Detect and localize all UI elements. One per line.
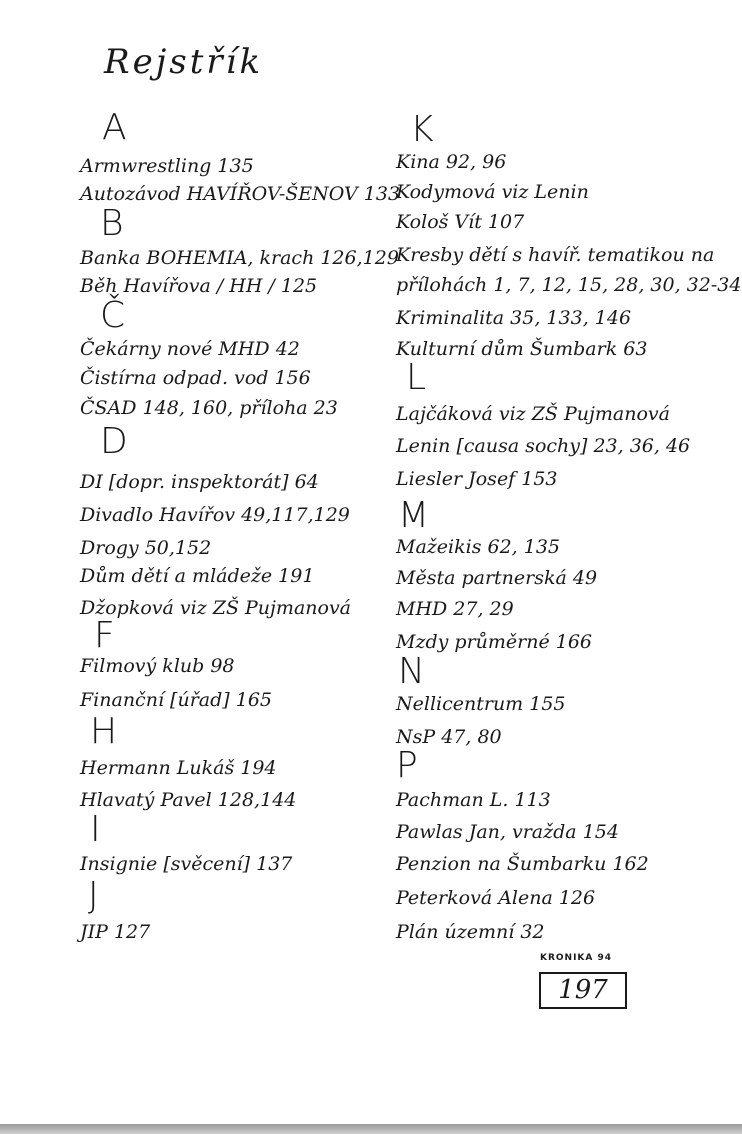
index-entry: Kriminalita 35, 133, 146 [396, 307, 632, 329]
section-letter-i: I [90, 809, 101, 850]
index-entry: Penzion na Šumbarku 162 [396, 853, 649, 875]
section-letter-k: K [410, 109, 434, 150]
section-letter-j: J [88, 875, 99, 916]
index-title: Rejstřík [104, 42, 264, 82]
index-entry: ČSAD 148, 160, příloha 23 [80, 397, 338, 419]
index-entry: Kresby dětí s havíř. tematikou na [396, 244, 715, 266]
section-letter-d: D [100, 421, 128, 462]
index-entry: Kulturní dům Šumbark 63 [396, 338, 648, 360]
index-entry: DI [dopr. inspektorát] 64 [80, 471, 319, 493]
index-entry: Kina 92, 96 [396, 151, 507, 173]
index-entry: Lajčáková viz ZŠ Pujmanová [396, 403, 670, 425]
index-entry: Pawlas Jan, vražda 154 [396, 821, 619, 843]
index-entry: Lenin [causa sochy] 23, 36, 46 [396, 435, 691, 457]
index-entry: Banka BOHEMIA, krach 126,129 [80, 247, 399, 269]
index-entry: Běh Havířova / HH / 125 [80, 275, 318, 297]
index-entry: Kodymová viz Lenin [396, 181, 589, 203]
index-entry: Hermann Lukáš 194 [80, 757, 277, 779]
index-entry: JIP 127 [80, 921, 151, 943]
index-entry: Města partnerská 49 [396, 567, 598, 589]
index-entry: Džopková viz ZŠ Pujmanová [80, 597, 352, 619]
index-entry: Kološ Vít 107 [396, 211, 525, 233]
index-entry: MHD 27, 29 [396, 598, 514, 620]
index-entry: Liesler Josef 153 [396, 468, 558, 490]
index-entry: Autozávod HAVÍŘOV-ŠENOV 133 [80, 183, 401, 205]
section-letter-a: A [102, 107, 127, 148]
index-entry: NsP 47, 80 [396, 726, 502, 748]
index-entry: přílohách 1, 7, 12, 15, 28, 30, 32-34 [396, 274, 742, 296]
index-entry: Mzdy průměrné 166 [396, 631, 593, 653]
index-entry: Nellicentrum 155 [396, 693, 566, 715]
section-letter-n: N [398, 651, 425, 692]
section-letter-m: M [398, 495, 430, 536]
section-letter-c-caron: Č [100, 295, 126, 336]
section-letter-p: P [396, 745, 418, 786]
index-entry: Finanční [úřad] 165 [80, 689, 272, 711]
index-entry: Plán územní 32 [396, 921, 545, 943]
index-entry: Pachman L. 113 [396, 789, 551, 811]
section-letter-l: L [406, 357, 427, 398]
index-entry: Drogy 50,152 [80, 537, 212, 559]
page-number: 197 [539, 972, 627, 1009]
index-entry: Peterková Alena 126 [396, 887, 596, 909]
index-entry: Mažeikis 62, 135 [396, 536, 561, 558]
index-entry: Dům dětí a mládeže 191 [80, 565, 315, 587]
index-entry: Čekárny nové MHD 42 [80, 338, 300, 360]
section-letter-h: H [90, 711, 118, 752]
section-letter-b: B [100, 203, 124, 244]
index-entry: Čistírna odpad. vod 156 [80, 367, 311, 389]
index-entry: Hlavatý Pavel 128,144 [80, 789, 297, 811]
section-letter-f: F [94, 615, 115, 656]
index-entry: Armwrestling 135 [80, 155, 254, 177]
index-entry: Filmový klub 98 [80, 655, 235, 677]
scan-edge [0, 1124, 742, 1134]
chronicle-label: KRONIKA 94 [540, 953, 613, 963]
index-entry: Divadlo Havířov 49,117,129 [80, 504, 350, 526]
index-entry: Insignie [svěcení] 137 [80, 853, 293, 875]
